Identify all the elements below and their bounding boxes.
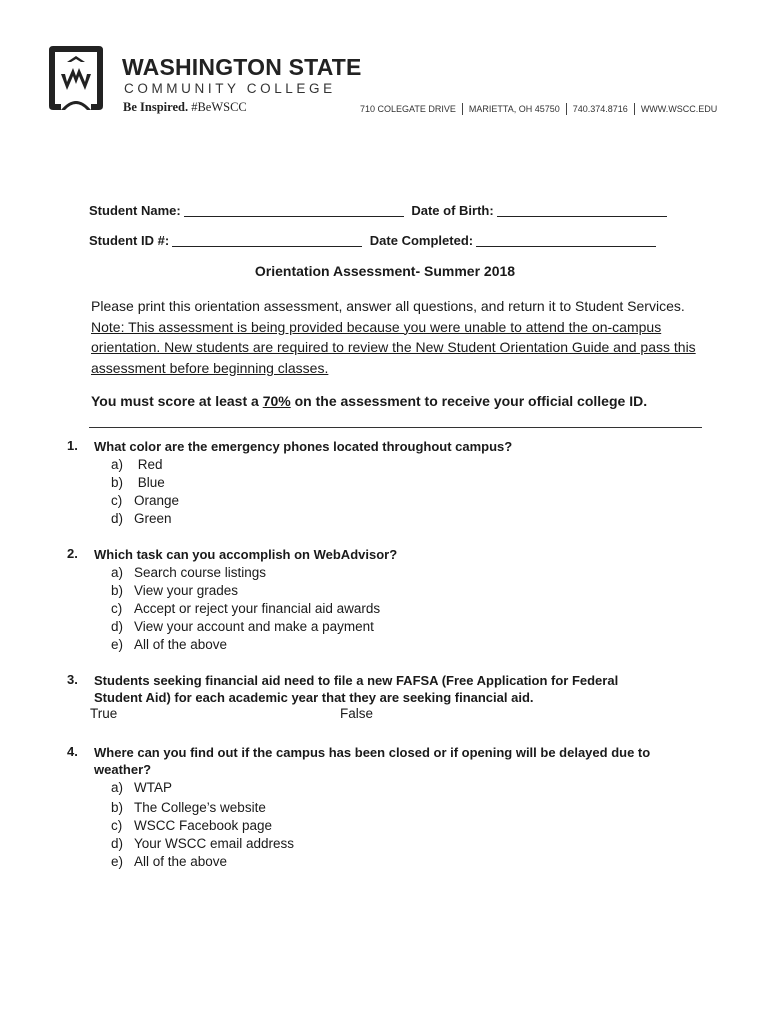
option-letter: c) [111,818,123,833]
option-letter: a) [111,565,124,580]
option-letter: a) [111,457,124,472]
tagline [123,101,247,114]
question-number: 1. [67,438,78,453]
student-name-label: Student Name: [89,203,181,218]
name-dob-row [89,204,671,217]
option-text: Your WSCC email address [134,836,295,851]
answer-option[interactable] [111,510,707,528]
question-text: Students seeking financial aid need to file a new FAFSA (Free Application for Federal Student Aid) for each academic year that they are seeking financial aid. [94,673,619,705]
date-of-birth-label: Date of Birth: [411,203,494,218]
question-4 [67,744,697,871]
option-letter: e) [111,854,124,869]
option-letter: d) [111,619,124,634]
date-of-birth-field[interactable] [497,204,667,217]
question-number: 4. [67,744,78,759]
instructions-note: Note: This assessment is being provided because you were unable to attend the on-campus orientation. New students are required to review the New Student Orientation Guide and pass this assessment before beginning classes. [91,318,696,376]
answer-options [111,564,707,654]
answer-options [111,456,707,528]
student-name-field[interactable] [184,204,404,217]
answer-options [111,779,697,871]
option-letter: c) [111,601,123,616]
score-requirement [91,393,647,409]
answer-option[interactable] [111,618,707,636]
option-text: View your account and make a payment [134,619,374,634]
date-completed-field[interactable] [476,234,656,247]
score-text-before: You must score at least a [91,393,263,409]
option-letter: d) [111,836,124,851]
answer-option[interactable] [111,600,707,618]
tagline-bold: Be Inspired. [123,100,189,114]
option-text: Blue [134,475,165,490]
answer-option[interactable] [111,474,707,492]
answer-option[interactable] [111,835,697,853]
contact-separator [634,103,635,115]
option-text: All of the above [134,854,228,869]
answer-option[interactable] [111,779,697,797]
option-text: Green [134,511,172,526]
id-date-row [89,234,660,247]
option-letter: a) [111,780,124,795]
option-text: View your grades [134,583,239,598]
college-logo-icon [47,44,105,112]
question-text: Where can you find out if the campus has been closed or if opening will be delayed due to weather? [94,745,651,777]
question-3 [67,672,667,706]
contact-address: 710 COLEGATE DRIVE [360,104,456,114]
contact-website: WWW.WSCC.EDU [640,104,718,114]
option-letter: c) [111,493,123,508]
false-option[interactable]: False [340,706,374,721]
answer-option[interactable] [111,636,707,654]
option-text: Search course listings [134,565,267,580]
divider [89,427,702,428]
answer-option[interactable] [111,853,697,871]
option-letter: d) [111,511,124,526]
student-id-field[interactable] [172,234,362,247]
score-percent: 70% [262,393,291,409]
answer-option[interactable] [111,564,707,582]
option-text: Red [134,457,163,472]
answer-option[interactable] [111,582,707,600]
answer-option[interactable] [111,817,697,835]
question-number: 3. [67,672,78,687]
date-completed-label: Date Completed: [369,233,474,248]
college-name: WASHINGTON STATE [122,54,362,80]
answer-option[interactable] [111,492,707,510]
page-title: Orientation Assessment- Summer 2018 [254,263,516,279]
option-letter: e) [111,637,124,652]
contact-city: MARIETTA, OH 45750 [468,104,560,114]
option-text: WSCC Facebook page [134,818,273,833]
option-letter: b) [111,475,124,490]
question-text: What color are the emergency phones located throughout campus? [94,439,513,454]
question-text: Which task can you accomplish on WebAdvisor? [94,547,398,562]
option-letter: b) [111,583,124,598]
question-2 [67,546,707,654]
contact-separator [566,103,567,115]
college-subtitle: COMMUNITY COLLEGE [124,81,336,96]
tagline-hashtag: #BeWSCC [191,100,247,114]
answer-option[interactable] [111,799,697,817]
option-text: Orange [134,493,180,508]
contact-line [360,103,717,115]
student-id-label: Student ID #: [89,233,170,248]
option-text: All of the above [134,637,228,652]
option-text: Accept or reject your financial aid awards [134,601,381,616]
question-1 [67,438,707,528]
score-text-after: on the assessment to receive your official college ID. [290,393,648,409]
instructions [91,296,711,378]
answer-option[interactable] [111,456,707,474]
true-option[interactable]: True [90,706,118,721]
option-text: WTAP [134,780,172,795]
contact-separator [462,103,463,115]
option-letter: b) [111,800,124,815]
question-number: 2. [67,546,78,561]
instructions-text: Please print this orientation assessment, answer all questions, and return it to Student Services. [91,298,685,314]
contact-phone: 740.374.8716 [572,104,628,114]
option-text: The College’s website [134,800,266,815]
